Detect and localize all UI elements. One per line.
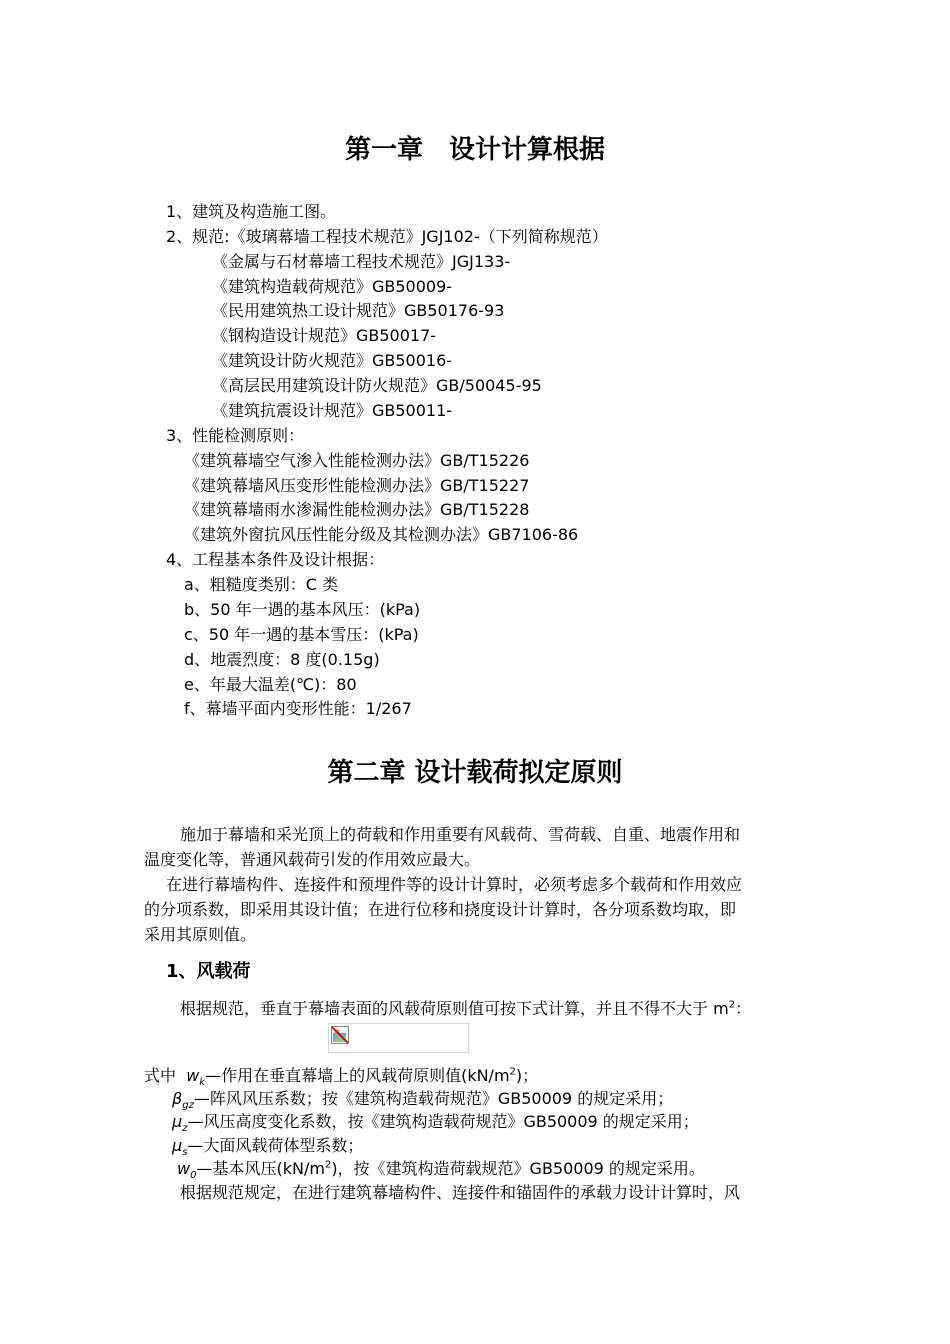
list-item: b、50 年一遇的基本风压：(kPa) — [184, 600, 421, 619]
paragraph-line: 温度变化等，普通风载荷引发的作用效应最大。 — [144, 850, 481, 869]
subscript: k — [199, 1077, 206, 1089]
superscript: 2 — [324, 1159, 332, 1171]
definition-line — [177, 1156, 705, 1181]
paragraph-line: 在进行幕墙构件、连接件和预埋件等的设计计算时，必须考虑多个载荷和作用效应 — [166, 875, 743, 894]
where-prefix: 式中 — [144, 1066, 177, 1085]
list-item: 《建筑构造载荷规范》GB50009- — [212, 277, 453, 296]
list-item: 《建筑设计防火规范》GB50016- — [212, 351, 453, 370]
paragraph-line: 施加于幕墙和采光顶上的荷载和作用重要有风载荷、雪荷载、自重、地震作用和 — [180, 825, 741, 844]
chapter1-title: 第一章 设计计算根据 — [344, 135, 605, 165]
broken-image-icon — [331, 1026, 349, 1044]
chapter2-title: 第二章 设计载荷拟定原则 — [327, 758, 623, 788]
list-item: 《高层民用建筑设计防火规范》GB/50045-95 — [212, 376, 542, 395]
definition-text: —作用在垂直幕墙上的风载荷原则值(kN/m — [205, 1066, 510, 1085]
list-item: 《建筑抗震设计规范》GB50011- — [212, 401, 453, 420]
definition-line — [172, 1133, 363, 1158]
definition-text-end: )； — [515, 1066, 539, 1085]
symbol: μ — [172, 1136, 183, 1155]
definition-line — [144, 1063, 538, 1088]
definition-line — [172, 1109, 699, 1134]
superscript: 2 — [728, 999, 736, 1011]
closing-line: 根据规范规定，在进行建筑幕墙构件、连接件和锚固件的承载力设计计算时，风 — [180, 1183, 741, 1202]
list-item: 《建筑幕墙空气渗入性能检测办法》GB/T15226 — [184, 451, 530, 470]
paragraph-line: 采用其原则值。 — [144, 925, 257, 944]
list-item: a、粗糙度类别：C 类 — [184, 575, 339, 594]
symbol: w — [186, 1066, 200, 1085]
section-intro — [180, 996, 751, 1021]
list-item: 《民用建筑热工设计规范》GB50176-93 — [212, 301, 505, 320]
list-item: 2、规范:《玻璃幕墙工程技术规范》JGJ102-（下列简称规范） — [166, 227, 608, 246]
list-item: d、地震烈度：8 度(0.15g) — [184, 650, 380, 669]
list-item: 《建筑幕墙风压变形性能检测办法》GB/T15227 — [184, 476, 530, 495]
subscript: z — [182, 1123, 188, 1135]
definition-line — [172, 1086, 673, 1111]
list-item: 《建筑幕墙雨水渗漏性能检测办法》GB/T15228 — [184, 500, 530, 519]
list-item: 1、建筑及构造施工图。 — [166, 202, 337, 221]
list-item: 《建筑外窗抗风压性能分级及其检测办法》GB7106-86 — [184, 525, 579, 544]
definition-text: —基本风压(kN/m — [196, 1159, 325, 1178]
list-item: c、50 年一遇的基本雪压：(kPa) — [184, 625, 419, 644]
definition-text: —阵风风压系数；按《建筑构造载荷规范》GB50009 的规定采用； — [193, 1089, 674, 1108]
superscript: 2 — [509, 1066, 516, 1078]
section-intro-end: ： — [735, 999, 752, 1018]
symbol: w — [177, 1159, 191, 1178]
formula-image — [328, 1023, 469, 1053]
symbol: μ — [172, 1112, 183, 1131]
definition-text-end: )，按《建筑构造荷载规范》GB50009 的规定采用。 — [331, 1159, 705, 1178]
symbol: β — [172, 1089, 183, 1108]
section-title-wind-load: 1、风载荷 — [166, 961, 251, 982]
definition-text: —风压高度变化系数，按《建筑构造载荷规范》GB50009 的规定采用； — [187, 1112, 699, 1131]
subscript: s — [182, 1147, 188, 1159]
list-item: 3、性能检测原则： — [166, 426, 305, 445]
list-item: f、幕墙平面内变形性能：1/267 — [184, 699, 412, 718]
section-intro-text: 根据规范，垂直于幕墙表面的风载荷原则值可按下式计算，并且不得不大于 m — [180, 999, 729, 1018]
list-item: 《金属与石材幕墙工程技术规范》JGJ133- — [212, 252, 511, 271]
subscript: 0 — [190, 1170, 197, 1182]
paragraph-line: 的分项系数，即采用其设计值；在进行位移和挠度设计计算时，各分项系数均取，即 — [144, 900, 737, 919]
list-item: 《钢构造设计规范》GB50017- — [212, 326, 437, 345]
list-item: e、年最大温差(℃)：80 — [184, 675, 357, 694]
definition-text: —大面风载荷体型系数； — [187, 1136, 364, 1155]
list-item: 4、工程基本条件及设计根据： — [166, 550, 385, 569]
subscript: gz — [182, 1100, 194, 1112]
